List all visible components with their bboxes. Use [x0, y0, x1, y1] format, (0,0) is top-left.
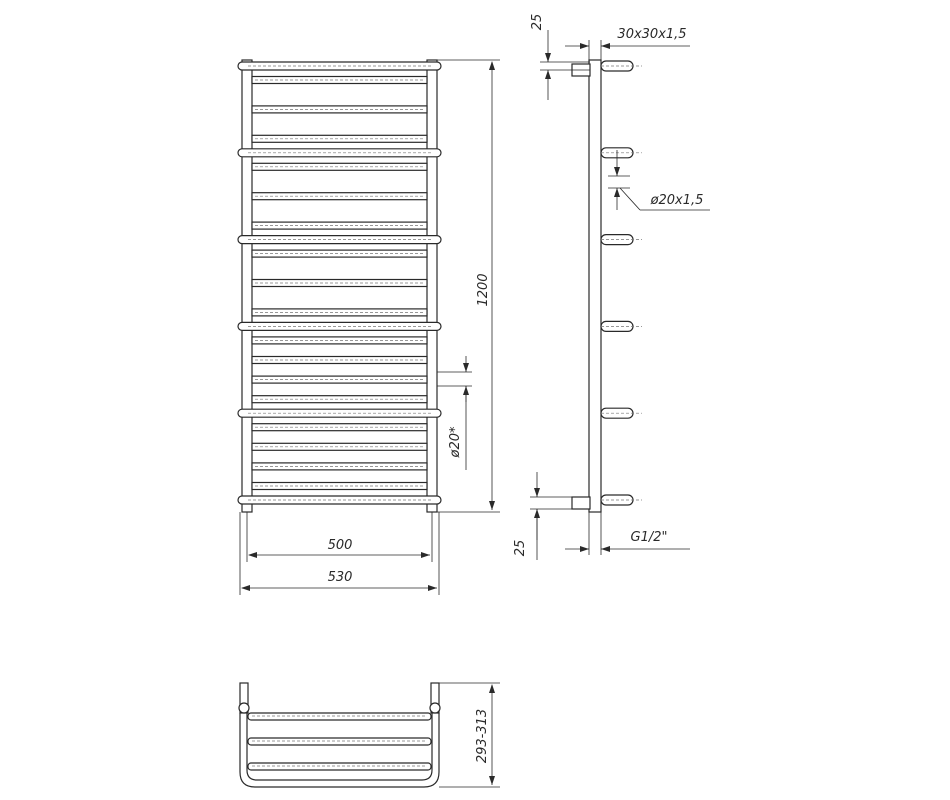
outer-u-frame	[240, 713, 439, 787]
bottom-connector	[572, 497, 590, 509]
dim-height-label: 1200	[476, 273, 491, 307]
shelf-bar	[248, 738, 431, 745]
side-rails	[601, 61, 642, 505]
dim-inner-width-label: 500	[327, 538, 353, 553]
dim-bar-diameter-label: ø20*	[448, 426, 463, 458]
dim-bottom-offset-label: 25	[513, 539, 528, 557]
dim-bottom-offset	[513, 472, 572, 560]
dim-depth-label: 293-313	[475, 708, 490, 764]
dim-top-offset	[530, 14, 590, 100]
front-rails	[238, 62, 441, 504]
right-mount	[430, 703, 440, 713]
top-view	[239, 683, 440, 787]
front-view	[238, 60, 441, 512]
dim-connection	[565, 512, 690, 555]
left-upright	[242, 60, 252, 512]
dim-tube-label: ø20x1,5	[650, 193, 704, 208]
dim-bar-diameter	[437, 356, 472, 470]
dim-height	[437, 60, 500, 512]
dim-outer-width-label: 530	[327, 570, 353, 585]
shelf-bar	[248, 763, 431, 770]
side-upright	[589, 60, 601, 512]
shelf-bar	[248, 713, 431, 720]
dim-profile	[565, 27, 690, 60]
dim-top-offset-label: 25	[530, 13, 545, 31]
dim-outer-width	[240, 512, 439, 595]
dim-profile-label: 30x30x1,5	[617, 27, 687, 42]
left-mount	[239, 703, 249, 713]
dim-inner-width	[247, 512, 432, 562]
dim-tube	[608, 150, 710, 210]
dim-connection-label: G1/2"	[630, 530, 668, 545]
side-view	[572, 60, 642, 512]
dim-depth	[439, 683, 500, 787]
right-upright	[427, 60, 437, 512]
